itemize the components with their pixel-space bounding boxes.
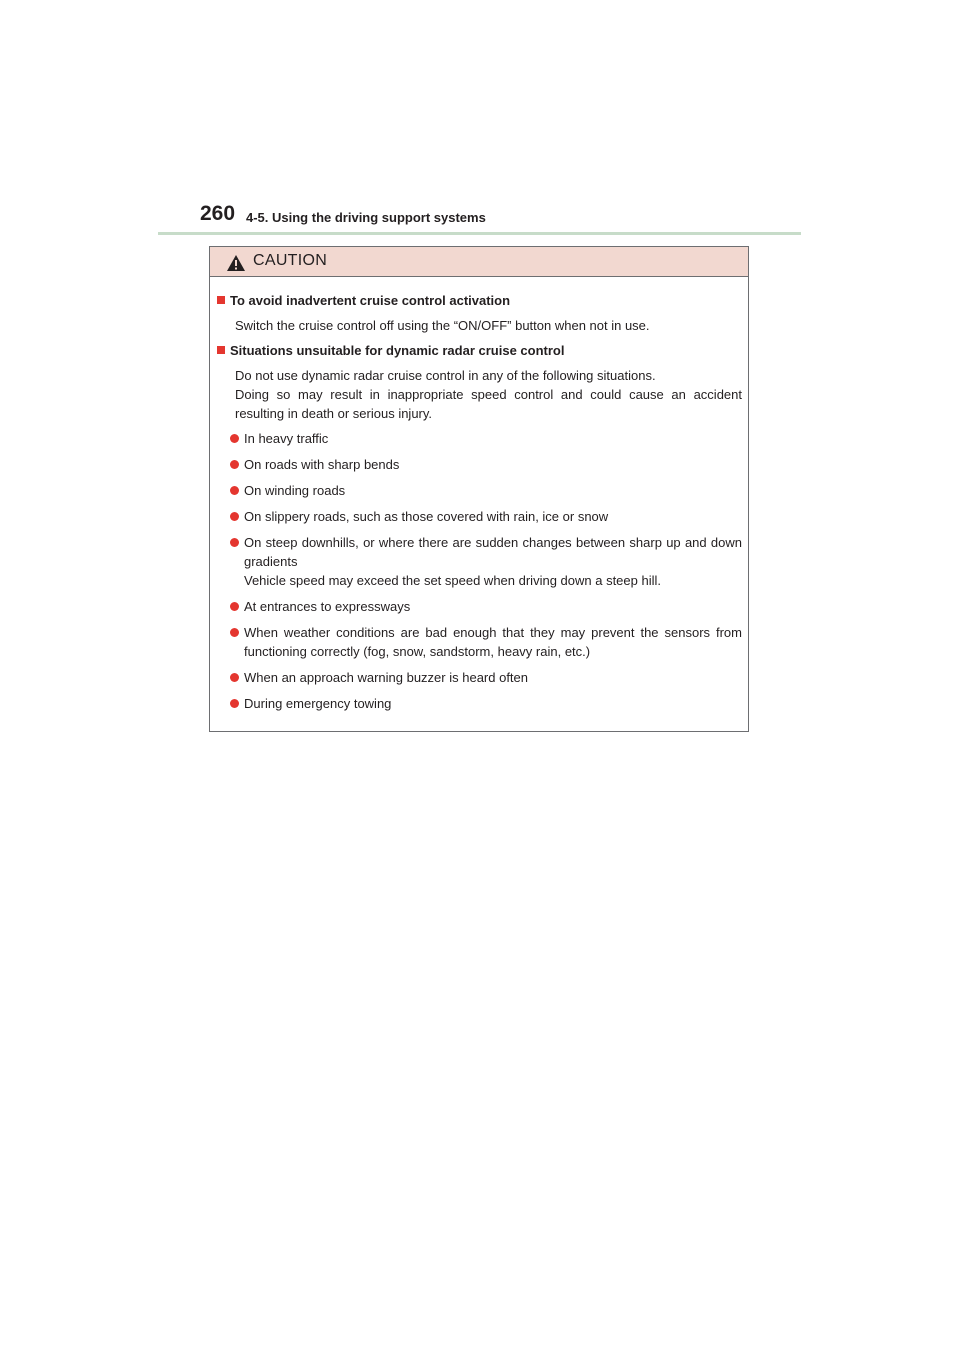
caution-box [209,246,749,732]
caution-body [210,277,748,713]
list-item-text: When weather conditions are bad enough that they may prevent the sensors from functioning correctly (fog, snow, sandstorm, heavy rain, etc.) [244,625,742,659]
list-item-text: On winding roads [244,483,346,498]
list-item [230,455,742,474]
list-item [230,481,742,500]
red-square-icon [217,296,225,304]
header-rule [158,232,801,235]
list-item-text: On roads with sharp bends [244,457,400,472]
section-heading [216,341,742,360]
list-item [230,507,742,526]
page-header [0,0,960,240]
red-dot-icon [230,486,239,495]
list-item-content [244,533,742,590]
section-paragraph [235,316,742,335]
list-item-text: During emergency towing [244,696,392,711]
section-heading-text: Situations unsuitable for dynamic radar cruise control [230,343,565,358]
red-dot-icon [230,538,239,547]
list-item-text: In heavy traffic [244,431,329,446]
red-dot-icon [230,434,239,443]
red-dot-icon [230,460,239,469]
list-item [230,429,742,448]
list-item [230,694,742,713]
list-item [230,597,742,616]
list-item [230,668,742,687]
caution-title: CAUTION [253,252,328,269]
list-item-text: When an approach warning buzzer is heard often [244,670,529,685]
situation-list [230,429,742,713]
paragraph-line: Doing so may result in inappropriate speed control and could cause an accident resulting in death or serious injury. [235,387,742,421]
section-title: 4-5. Using the driving support systems [246,210,486,225]
list-item [230,623,742,661]
list-item-note: Vehicle speed may exceed the set speed when driving down a steep hill. [244,573,661,588]
list-item-text: At entrances to expressways [244,599,411,614]
list-item-text: On slippery roads, such as those covered with rain, ice or snow [244,509,609,524]
red-dot-icon [230,512,239,521]
red-dot-icon [230,673,239,682]
warning-triangle-icon [226,254,246,272]
section-paragraph [235,366,742,423]
caution-header [210,247,748,277]
list-item [230,533,742,590]
red-square-icon [217,346,225,354]
red-dot-icon [230,602,239,611]
paragraph-line: Do not use dynamic radar cruise control in any of the following situations. [235,368,656,383]
red-dot-icon [230,628,239,637]
section-heading [216,291,742,310]
paragraph-line: Switch the cruise control off using the “ON/OFF” button when not in use. [235,318,650,333]
red-dot-icon [230,699,239,708]
section-heading-text: To avoid inadvertent cruise control activation [230,293,511,308]
list-item-text: On steep downhills, or where there are sudden changes between sharp up and down gradients [244,535,742,569]
page-number: 260 [200,202,236,225]
